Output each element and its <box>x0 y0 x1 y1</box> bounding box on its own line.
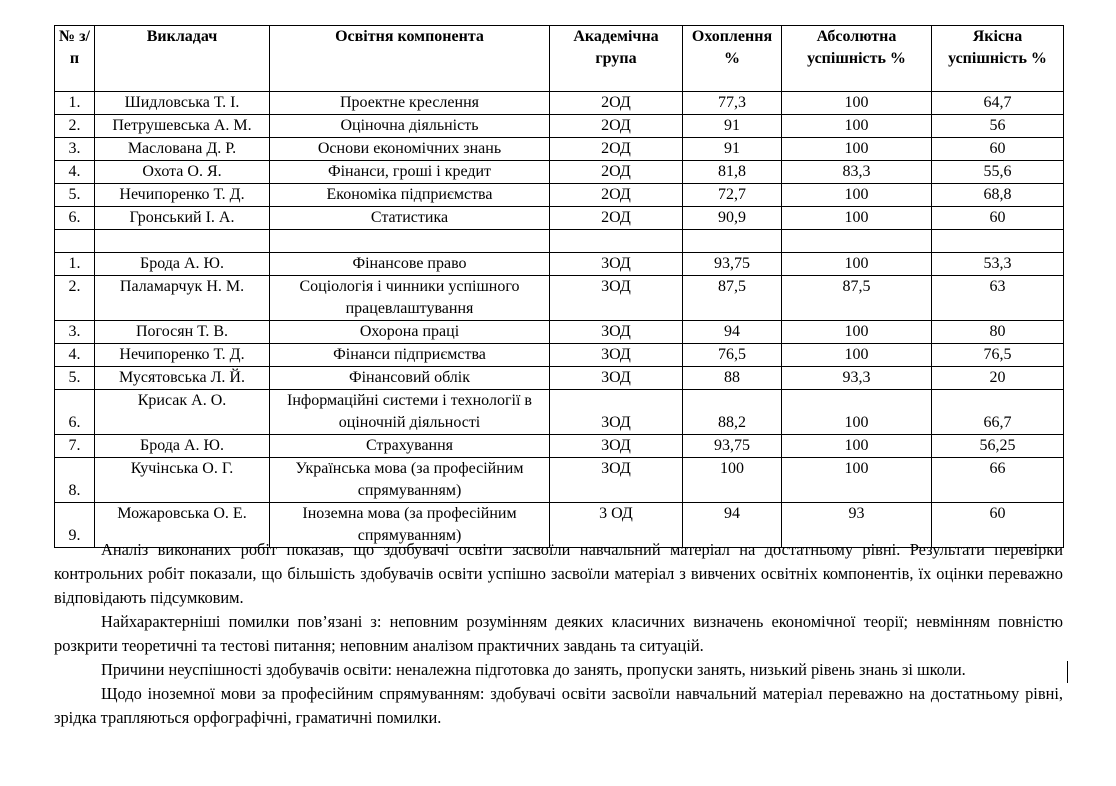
cell-quality: 53,3 <box>932 253 1064 276</box>
table-header-row <box>55 26 1064 92</box>
cell-num: 7. <box>55 435 95 458</box>
cell-group: 3ОД <box>550 435 683 458</box>
cell-teacher: Мусятовська Л. Й. <box>95 367 270 390</box>
table-row <box>55 435 1064 458</box>
cell-absolute: 100 <box>782 321 932 344</box>
header-absolute: Абсолютна успішність % <box>782 26 932 92</box>
cell-quality: 20 <box>932 367 1064 390</box>
cell-num: 9. <box>55 503 95 548</box>
header-group: Академічна група <box>550 26 683 92</box>
cell-num: 3. <box>55 321 95 344</box>
cell-coverage: 81,8 <box>683 161 782 184</box>
cell-teacher: Гронський І. А. <box>95 207 270 230</box>
cell-coverage: 93,75 <box>683 253 782 276</box>
cell-num: 1. <box>55 92 95 115</box>
cell-component: Соціологія і чинники успішного працевлаштування <box>270 276 550 321</box>
cell-coverage: 100 <box>683 458 782 503</box>
cell-teacher: Брода А. Ю. <box>95 253 270 276</box>
analysis-text <box>54 538 1063 730</box>
cell-group: 3ОД <box>550 390 683 435</box>
header-teacher: Викладач <box>95 26 270 92</box>
cell-quality: 63 <box>932 276 1064 321</box>
cell-teacher: Крисак А. О. <box>95 390 270 435</box>
table-row <box>55 390 1064 435</box>
cell-component: Статистика <box>270 207 550 230</box>
cell-coverage: 88,2 <box>683 390 782 435</box>
cell-num: 3. <box>55 138 95 161</box>
paragraph: Найхарактерніші помилки пов’язані з: неповним розумінням деяких класичних визначень економічної теорії; невмінням повністю розкрити теоретичні та тестові питання; неповним аналізом практичних завдань та ситуацій. <box>54 612 1063 655</box>
cell-coverage: 76,5 <box>683 344 782 367</box>
cell-component: Охорона праці <box>270 321 550 344</box>
cell-absolute: 100 <box>782 435 932 458</box>
results-table <box>54 25 1064 548</box>
cell-absolute: 100 <box>782 344 932 367</box>
cell-component: Фінансовий облік <box>270 367 550 390</box>
cell-absolute: 100 <box>782 92 932 115</box>
cell-teacher: Паламарчук Н. М. <box>95 276 270 321</box>
cell-absolute: 87,5 <box>782 276 932 321</box>
cell-group: 2ОД <box>550 184 683 207</box>
paragraph: Аналіз виконаних робіт показав, що здобувачі освіти засвоїли навчальний матеріал на достатньому рівні. Результати перевірки контрольних робіт показали, що більшість здобувачів освіти успішно засвоїли матеріал з вивчених освітніх компонентів, їх оцінки переважно відповідають підсумковим. <box>54 540 1063 607</box>
cell-group: 2ОД <box>550 115 683 138</box>
cell-absolute: 100 <box>782 458 932 503</box>
table-row <box>55 115 1064 138</box>
cell-coverage: 88 <box>683 367 782 390</box>
cell-group: 3 ОД <box>550 503 683 548</box>
table-row <box>55 184 1064 207</box>
cell-component: Оціночна діяльність <box>270 115 550 138</box>
cell-quality: 76,5 <box>932 344 1064 367</box>
cell-component: Українська мова (за професійним спрямуванням) <box>270 458 550 503</box>
table-row <box>55 138 1064 161</box>
cell-teacher: Кучінська О. Г. <box>95 458 270 503</box>
cell-num: 5. <box>55 184 95 207</box>
cell-component: Основи економічних знань <box>270 138 550 161</box>
text-cursor <box>1067 661 1068 683</box>
header-coverage: Охоплення % <box>683 26 782 92</box>
cell-quality: 66,7 <box>932 390 1064 435</box>
cell-num: 5. <box>55 367 95 390</box>
cell-group: 2ОД <box>550 161 683 184</box>
cell-group: 2ОД <box>550 138 683 161</box>
cell-absolute: 93,3 <box>782 367 932 390</box>
cell-teacher: Брода А. Ю. <box>95 435 270 458</box>
cell-coverage: 72,7 <box>683 184 782 207</box>
cell-group: 3ОД <box>550 458 683 503</box>
table-row <box>55 92 1064 115</box>
cell-component: Іноземна мова (за професійним спрямуванням) <box>270 503 550 548</box>
cell-absolute: 100 <box>782 115 932 138</box>
cell-group: 3ОД <box>550 367 683 390</box>
header-quality: Якісна успішність % <box>932 26 1064 92</box>
cell-component: Проектне креслення <box>270 92 550 115</box>
cell-teacher: Шидловська Т. І. <box>95 92 270 115</box>
cell-component: Фінанси, гроші і кредит <box>270 161 550 184</box>
cell-component: Інформаційні системи і технології в оціночній діяльності <box>270 390 550 435</box>
cell-absolute: 93 <box>782 503 932 548</box>
table-row <box>55 161 1064 184</box>
cell-coverage: 91 <box>683 115 782 138</box>
cell-teacher: Петрушевська А. М. <box>95 115 270 138</box>
cell-component: Страхування <box>270 435 550 458</box>
cell-num: 2. <box>55 115 95 138</box>
cell-quality: 60 <box>932 138 1064 161</box>
header-component: Освітня компонента <box>270 26 550 92</box>
cell-num: 6. <box>55 390 95 435</box>
cell-component: Фінансове право <box>270 253 550 276</box>
cell-quality: 68,8 <box>932 184 1064 207</box>
cell-group: 3ОД <box>550 276 683 321</box>
separator-row <box>55 230 1064 253</box>
cell-absolute: 83,3 <box>782 161 932 184</box>
cell-coverage: 94 <box>683 321 782 344</box>
cell-num: 4. <box>55 344 95 367</box>
cell-coverage: 87,5 <box>683 276 782 321</box>
cell-quality: 64,7 <box>932 92 1064 115</box>
table-row <box>55 367 1064 390</box>
cell-teacher: Можаровська О. Е. <box>95 503 270 548</box>
cell-quality: 66 <box>932 458 1064 503</box>
paragraph: Причини неуспішності здобувачів освіти: неналежна підготовка до занять, пропуски занять, низький рівень знань зі школи. <box>101 660 966 679</box>
table-row <box>55 344 1064 367</box>
cell-teacher: Погосян Т. В. <box>95 321 270 344</box>
paragraph: Щодо іноземної мови за професійним спрямуванням: здобувачі освіти засвоїли навчальний матеріал переважно на достатньому рівні, зрідка трапляються орфографічні, граматичні помилки. <box>54 684 1063 727</box>
cell-absolute: 100 <box>782 138 932 161</box>
header-num: № з/п <box>55 26 95 92</box>
cell-teacher: Нечипоренко Т. Д. <box>95 344 270 367</box>
table-row <box>55 276 1064 321</box>
cell-coverage: 94 <box>683 503 782 548</box>
cell-coverage: 90,9 <box>683 207 782 230</box>
cell-num: 4. <box>55 161 95 184</box>
cell-quality: 60 <box>932 503 1064 548</box>
cell-group: 2ОД <box>550 207 683 230</box>
table-row <box>55 458 1064 503</box>
table-row <box>55 253 1064 276</box>
cell-quality: 60 <box>932 207 1064 230</box>
cell-absolute: 100 <box>782 253 932 276</box>
table-row <box>55 207 1064 230</box>
cell-teacher: Маслована Д. Р. <box>95 138 270 161</box>
cell-absolute: 100 <box>782 184 932 207</box>
cell-teacher: Нечипоренко Т. Д. <box>95 184 270 207</box>
table-row <box>55 321 1064 344</box>
cell-group: 3ОД <box>550 321 683 344</box>
cell-coverage: 93,75 <box>683 435 782 458</box>
cell-group: 3ОД <box>550 344 683 367</box>
cell-coverage: 77,3 <box>683 92 782 115</box>
cell-quality: 56,25 <box>932 435 1064 458</box>
cell-group: 3ОД <box>550 253 683 276</box>
cell-num: 1. <box>55 253 95 276</box>
cell-absolute: 100 <box>782 207 932 230</box>
cell-group: 2ОД <box>550 92 683 115</box>
cell-component: Економіка підприємства <box>270 184 550 207</box>
cell-num: 2. <box>55 276 95 321</box>
cell-quality: 56 <box>932 115 1064 138</box>
cell-teacher: Охота О. Я. <box>95 161 270 184</box>
cell-coverage: 91 <box>683 138 782 161</box>
cell-quality: 80 <box>932 321 1064 344</box>
cell-num: 8. <box>55 458 95 503</box>
cell-absolute: 100 <box>782 390 932 435</box>
cell-component: Фінанси підприємства <box>270 344 550 367</box>
cell-quality: 55,6 <box>932 161 1064 184</box>
cell-num: 6. <box>55 207 95 230</box>
